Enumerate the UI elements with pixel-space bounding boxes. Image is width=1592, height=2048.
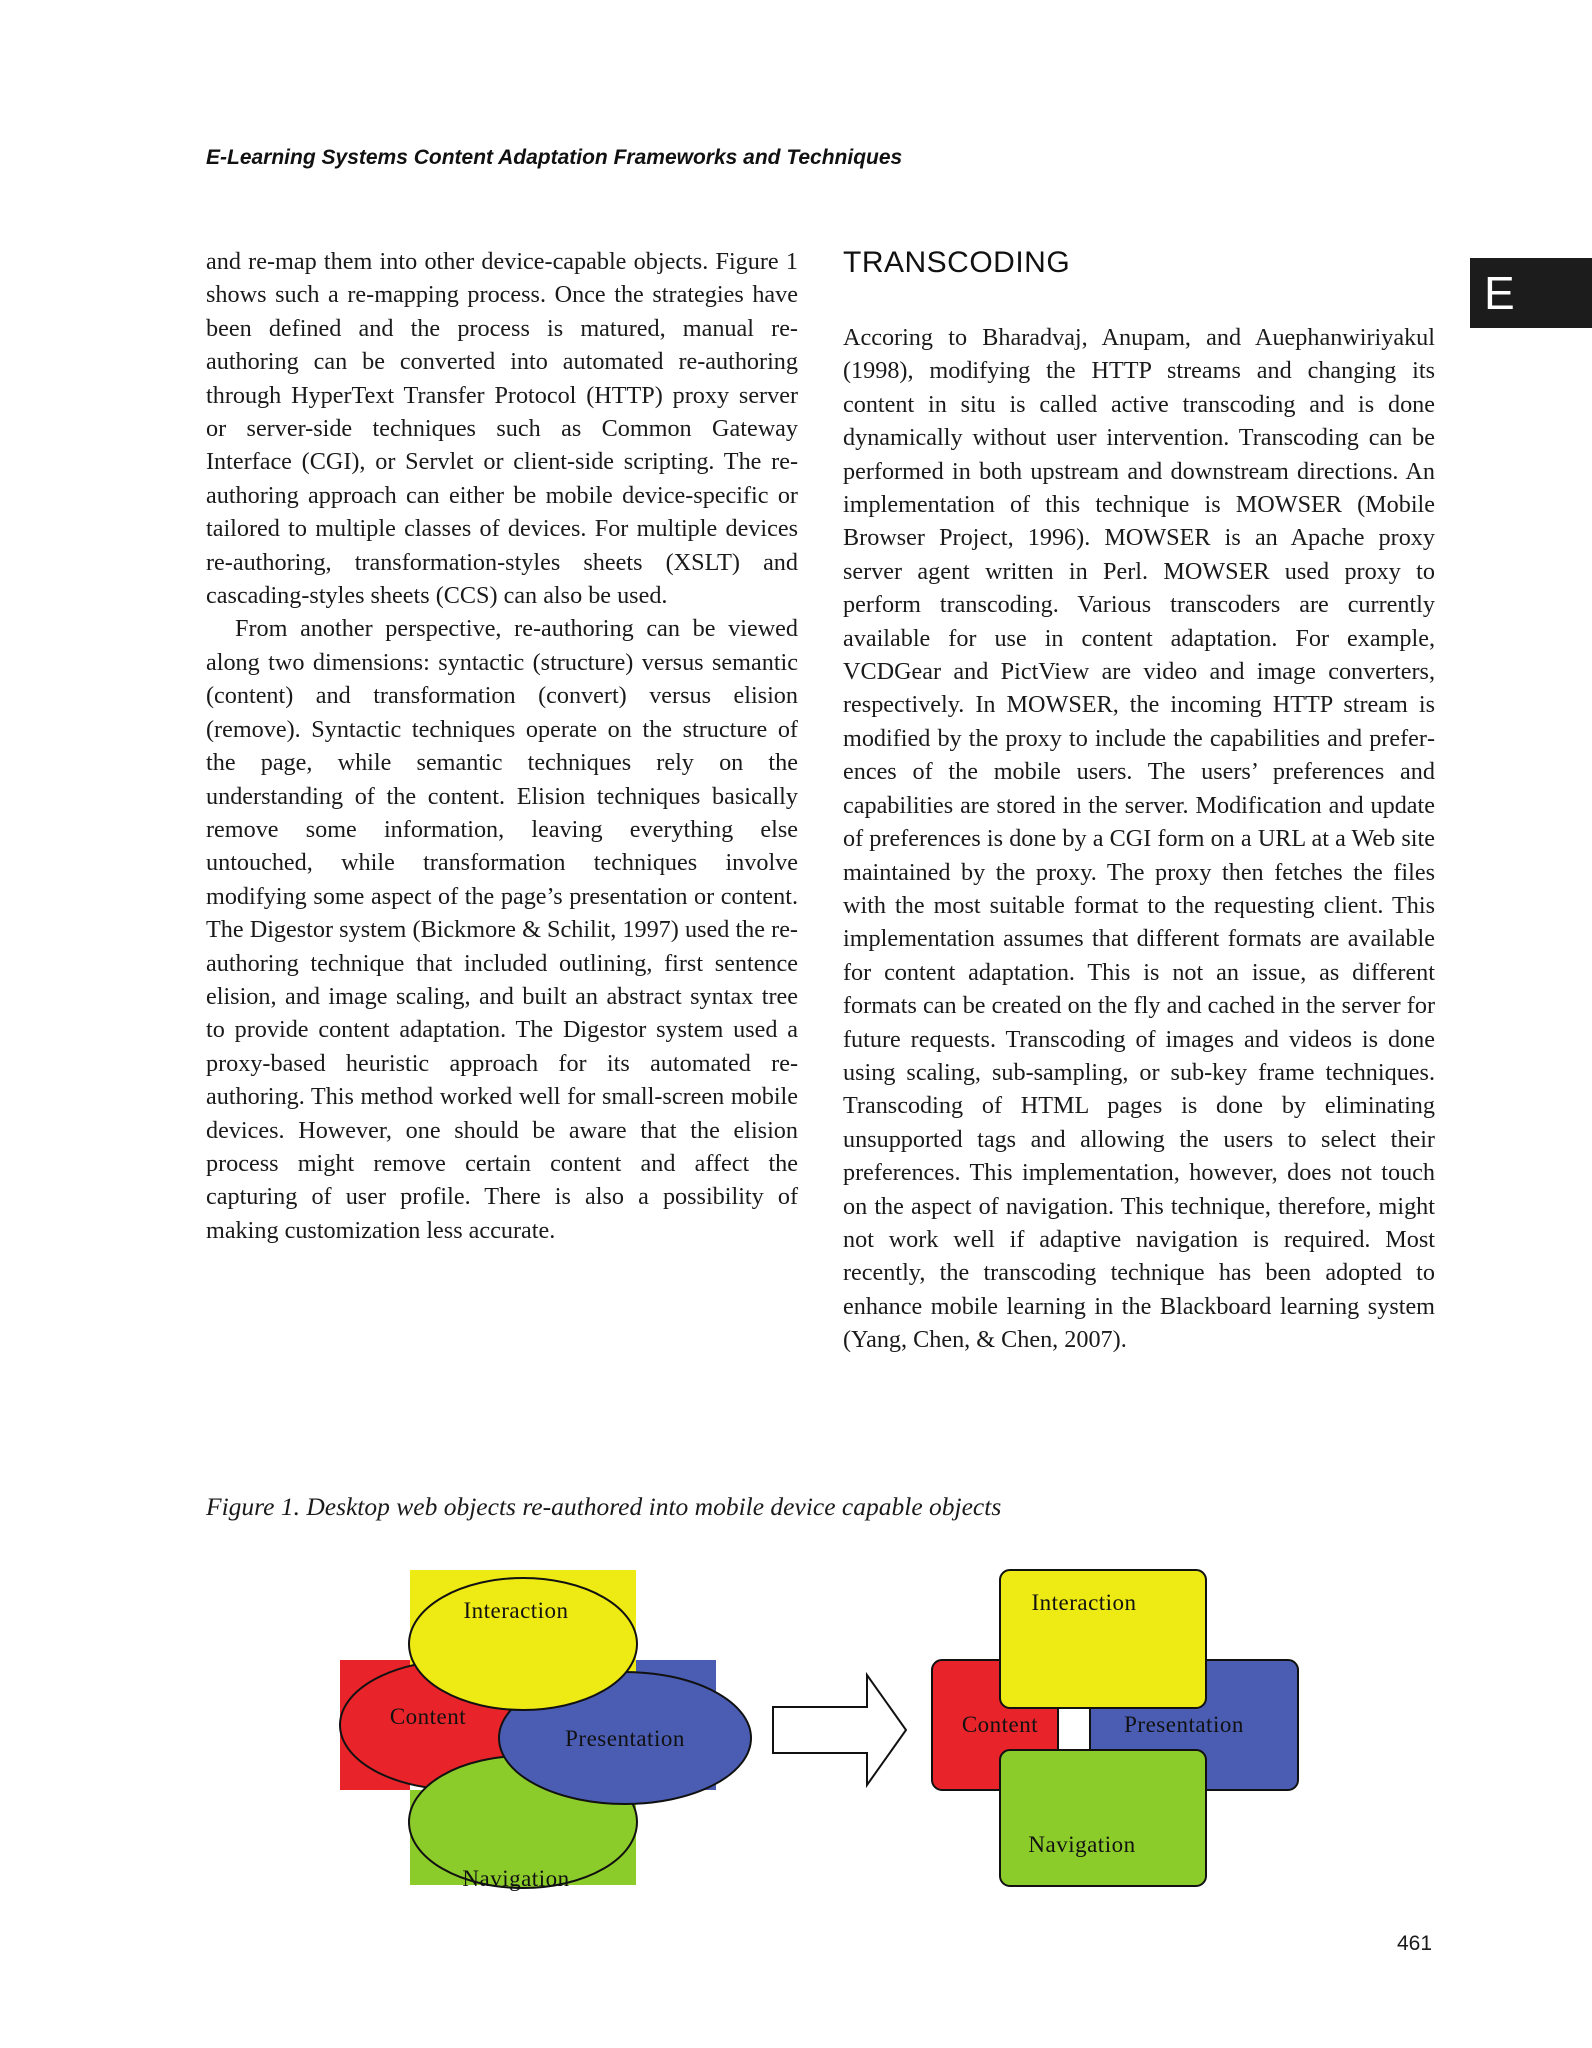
desktop-content-label: Content — [389, 1704, 467, 1729]
figure-caption: Figure 1. Desktop web objects re-authored into mobile device capable objects — [206, 1492, 1002, 1521]
running-title: E-Learning Systems Content Adaptation Frameworks and Techniques — [206, 146, 903, 169]
left-paragraph-1: and re-map them into other device-capable objects. Figure 1 shows such a re-mapping process. Once the strategies have been defined and the process is matured, manual re-authoring can be converted into automated re-authoring through HyperText Transfer Protocol (HTTP) proxy server or server-side techniques such as Common Gateway Interface (CGI), or Servlet or client-side scripting. The re-authoring approach can either be mobile device-specific or tailored to multiple classes of devices. For multiple devices re-authoring, transformation-styles sheets (XSLT) and cascading-styles sheets (CCS) can also be used. — [206, 248, 798, 610]
figure-diagram — [330, 1560, 1310, 1900]
mobile-objects-group — [932, 1570, 1298, 1886]
mobile-content-label: Content — [961, 1712, 1039, 1737]
left-column — [206, 245, 798, 1247]
arrow-right-icon — [773, 1675, 906, 1785]
desktop-navigation-label: Navigation — [462, 1866, 570, 1891]
right-column — [843, 245, 1435, 1357]
section-heading: TRANSCODING — [843, 246, 1071, 279]
desktop-objects-group — [340, 1570, 751, 1891]
figure-1 — [330, 1560, 1310, 1900]
desktop-interaction-label: Interaction — [463, 1598, 569, 1623]
right-paragraph-1: Accoring to Bharadvaj, Anupam, and Auephanwiriyakul (1998), modifying the HTTP streams and changing its content in situ is called active transcoding and is done dynamically without user intervention. Transcoding can be performed in both upstream and downstream directions. An implementation of this technique is MOWSER (Mobile Browser Project, 1996). MOWSER is an Apache proxy server agent written in Perl. MOWSER used proxy to perform transcoding. Various transcoders are currently available for use in content adaptation. For example, VCDGear and PictView are video and image converters, respectively. In MOWSER, the incoming HTTP stream is modified by the proxy to include the capabilities and preferences of the mobile users. The users’ preferences and capabilities are stored in the server. Modification and update of preferences is done by a CGI form on a URL at a Web site maintained by the proxy. The proxy then fetches the files with the most suitable format to the requesting client. This implementation assumes that different formats are available for content adaptation. This is not an issue, as different formats can be created on the fly and cached in the server for future requests. Transcoding of images and videos is done using scaling, sub-sampling, or sub-key frame techniques. Transcoding of HTML pages is done by eliminating unsupported tags and allowing the users to select their preferences. This implementation, however, does not touch on the aspect of navigation. This technique, therefore, might not work well if adaptive navigation is required. Most recently, the transcoding technique has been adopted to enhance mobile learning in the Blackboard learning system (Yang, Chen, & Chen, 2007). — [843, 324, 1435, 1354]
desktop-presentation-label: Presentation — [565, 1726, 685, 1751]
mobile-presentation-label: Presentation — [1124, 1712, 1244, 1737]
section-thumb-tab: E — [1470, 258, 1592, 328]
mobile-navigation-block — [1000, 1750, 1206, 1886]
left-paragraph-2: From another perspective, re-authoring can be viewed along two dimensions: syntactic (structure) versus semantic (content) and transformation (convert) versus elision (remove). Syntactic techniques operate on the structure of the page, while semantic techniques rely on the understanding of the content. Elision techniques basically remove some information, leaving everything else untouched, while transformation techniques involve modifying some aspect of the page’s presentation or content. The Digestor system (Bickmore & Schilit, 1997) used the re-authoring technique that included outlining, first sentence elision, and image scaling, and built an abstract syntax tree to provide content adaptation. The Digestor system used a proxy-based heuristic approach for its automated reauthoring. This method worked well for small-screen mobile devices. However, one should be aware that the elision process might remove certain content and affect the capturing of user profile. There is also a possibility of making customization less accurate. — [206, 615, 798, 1244]
page-number: 461 — [1397, 1932, 1433, 1955]
mobile-interaction-label: Interaction — [1031, 1590, 1137, 1615]
mobile-navigation-label: Navigation — [1028, 1832, 1136, 1857]
